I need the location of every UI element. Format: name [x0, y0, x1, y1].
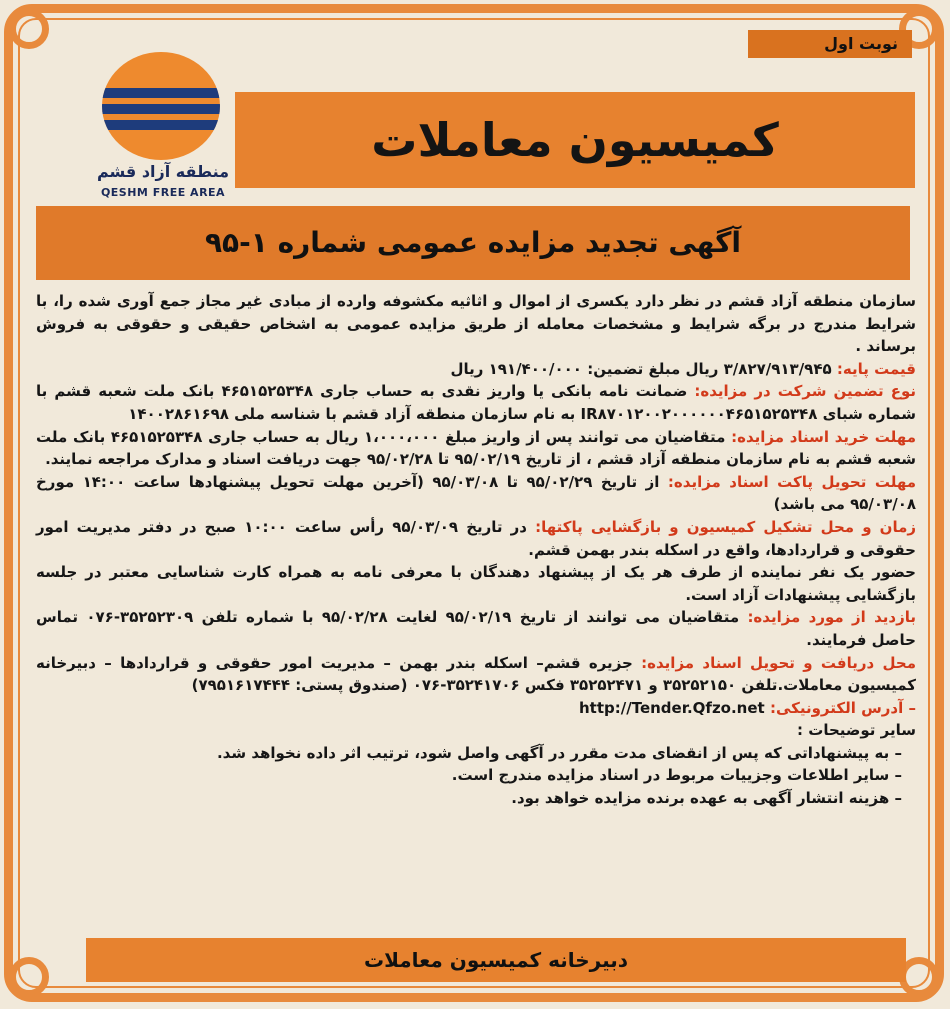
- note-item: – سایر اطلاعات وجزییات مربوط در اسناد مزایده مندرج است.: [451, 766, 902, 785]
- section-guarantee: [36, 380, 916, 425]
- section-text: ضمانت نامه بانکی یا واریز نقدی به حساب جاری ۴۶۵۱۵۲۵۳۴۸ بانک ملت شعبه قشم با شماره شبای IR۸۷۰۱۲۰۰۲۰۰۰۰۰۰۴۶۵۱۵۲۵۳۴۸ به نام سازمان منطقه آزاد قشم با شناسه ملی ۱۴۰۰۲۸۶۱۶۹۸: [36, 382, 916, 423]
- section-text: متقاضیان می توانند پس از واریز مبلغ ۱،۰۰۰،۰۰۰ ریال به حساب جاری ۴۶۵۱۵۲۵۳۴۸ بانک ملت شعبه قشم به نام سازمان منطقه آزاد قشم ، از تاریخ ۹۵/۰۲/۱۹ تا ۹۵/۰۲/۲۸ جهت دریافت اسناد و مدارک مراجعه نمایند.: [36, 427, 916, 469]
- section-opening-time: [36, 516, 916, 561]
- section-attendance: [36, 561, 916, 606]
- auction-title: آگهی تجدید مزایده عمومی شماره ۱-۹۵: [204, 226, 742, 259]
- notes-heading: سایر توضیحات :: [797, 721, 916, 740]
- section-label: قیمت پایه:: [836, 359, 916, 378]
- section-base-price: [36, 358, 916, 381]
- section-text: در تاریخ ۹۵/۰۳/۰۹ رأس ساعت ۱۰:۰۰ صبح در دفتر مدیریت امور حقوقی و قراردادها، واقع در اسکله بندر بهمن قشم.: [36, 517, 916, 559]
- section-delivery-deadline: [36, 471, 916, 516]
- section-label: بازدید از مورد مزایده:: [747, 608, 916, 627]
- logo-name-fa: منطقه آزاد قشم: [96, 162, 230, 181]
- section-visit: [36, 606, 916, 651]
- section-text: از تاریخ ۹۵/۰۲/۲۹ تا ۹۵/۰۳/۰۸ (آخرین مهلت تحویل پیشنهادها ساعت ۱۴:۰۰ مورخ ۹۵/۰۳/۰۸ می باشد): [36, 472, 916, 514]
- announcement-body: [36, 290, 916, 930]
- logo-disc-icon: [102, 52, 220, 160]
- section-text: ۳/۸۲۷/۹۱۳/۹۴۵ ریال مبلغ تضمین: ۱۹۱/۴۰۰/۰۰۰ ریال: [450, 359, 837, 378]
- section-text: جزیره قشم– اسکله بندر بهمن – مدیریت امور حقوقی و قراردادها – دبیرخانه کمیسیون معاملات.تلفن ۳۵۲۵۲۱۵۰ و ۳۵۲۵۲۴۷۱ فکس ۳۵۲۴۱۷۰۶-۰۷۶ (صندوق پستی: ۷۹۵۱۶۱۷۴۴۴): [36, 653, 916, 695]
- intro-paragraph: سازمان منطقه آزاد قشم در نظر دارد یکسری از اموال و اثاثیه مکشوفه وارده از مبادی غیر مجاز جمع آوری شده را، با شرایط مندرج در برگه شرایط و مشخصات معامله از طریق مزایده عمومی به اشخاص حقیقی و حقوقی به فروش برساند .: [36, 292, 916, 356]
- round-tag: نوبت اول: [748, 30, 912, 58]
- footer-text: دبیرخانه کمیسیون معاملات: [363, 948, 629, 972]
- section-label: مهلت خرید اسناد مزایده:: [731, 427, 916, 446]
- note-item: – هزینه انتشار آگهی به عهده برنده مزایده خواهد بود.: [511, 789, 902, 808]
- wave-icon: [102, 120, 220, 130]
- section-text: حضور یک نفر نماینده از طرف هر یک از پیشنهاد دهندگان با معرفی نامه به همراه کارت شناسایی معتبر در جلسه بازگشایی پیشنهادات آزاد است.: [36, 563, 916, 604]
- commission-title: کمیسیون معاملات: [371, 113, 779, 167]
- qeshm-logo: [88, 48, 238, 208]
- section-purchase-deadline: [36, 426, 916, 471]
- logo-name-en: QESHM FREE AREA: [100, 186, 226, 199]
- wave-icon: [102, 88, 220, 98]
- section-label: زمان و محل تشکیل کمیسیون و بازگشایی پاکتها:: [535, 517, 917, 536]
- section-website: [36, 697, 916, 720]
- section-location: [36, 652, 916, 697]
- section-label: مهلت تحویل پاکت اسناد مزایده:: [667, 472, 917, 491]
- section-label: محل دریافت و تحویل اسناد مزایده:: [641, 653, 916, 672]
- section-text: متقاضیان می توانند از تاریخ ۹۵/۰۲/۱۹ لغایت ۹۵/۰۲/۲۸ با شماره تلفن ۳۵۲۵۲۳۰۹-۰۷۶ تماس حاصل فرمایند.: [36, 608, 916, 649]
- section-label: – آدرس الکترونیکی:: [769, 698, 916, 717]
- section-label: نوع تضمین شرکت در مزایده:: [694, 382, 916, 401]
- note-item: – به پیشنهاداتی که پس از انقضای مدت مقرر در آگهی واصل شود، ترتیب اثر داده نخواهد شد.: [216, 743, 902, 762]
- wave-icon: [102, 104, 220, 114]
- website-link[interactable]: http://Tender.Qfzo.net: [579, 698, 770, 717]
